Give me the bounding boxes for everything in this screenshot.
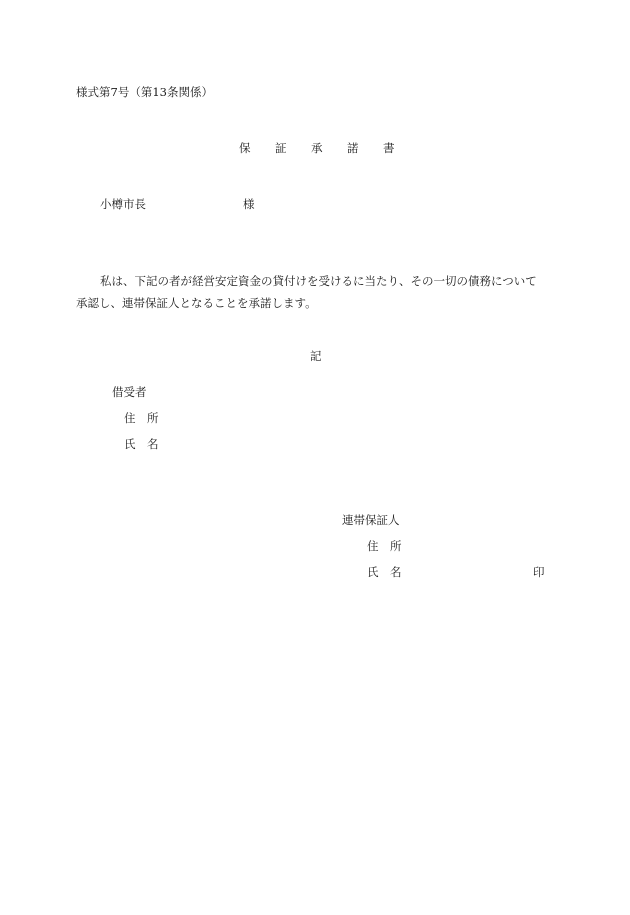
guarantor-name-label: 氏 名 xyxy=(367,565,402,579)
guarantor-heading: 連帯保証人 xyxy=(342,513,400,527)
title-char: 書 xyxy=(383,141,395,155)
borrower-name-label: 氏 名 xyxy=(124,437,159,451)
document-title xyxy=(239,143,419,155)
body-line-2: 承認し、連帯保証人となることを承諾します。 xyxy=(76,296,317,310)
addressee-honorific: 様 xyxy=(243,197,255,211)
title-char: 諾 xyxy=(347,141,359,155)
body-paragraph xyxy=(76,270,566,314)
title-char: 承 xyxy=(311,141,323,155)
title-char: 証 xyxy=(275,141,287,155)
addressee-name: 小樽市長 xyxy=(100,197,146,211)
ki-heading: 記 xyxy=(310,349,322,363)
borrower-heading: 借受者 xyxy=(112,385,147,399)
form-number: 様式第7号（第13条関係） xyxy=(76,85,213,99)
title-char: 保 xyxy=(239,141,251,155)
seal-mark: 印 xyxy=(533,565,545,579)
guarantor-address-label: 住 所 xyxy=(367,539,402,553)
body-line-1: 私は、下記の者が経営安定資金の貸付けを受けるに当たり、その一切の債務について xyxy=(100,274,537,288)
borrower-address-label: 住 所 xyxy=(124,411,159,425)
